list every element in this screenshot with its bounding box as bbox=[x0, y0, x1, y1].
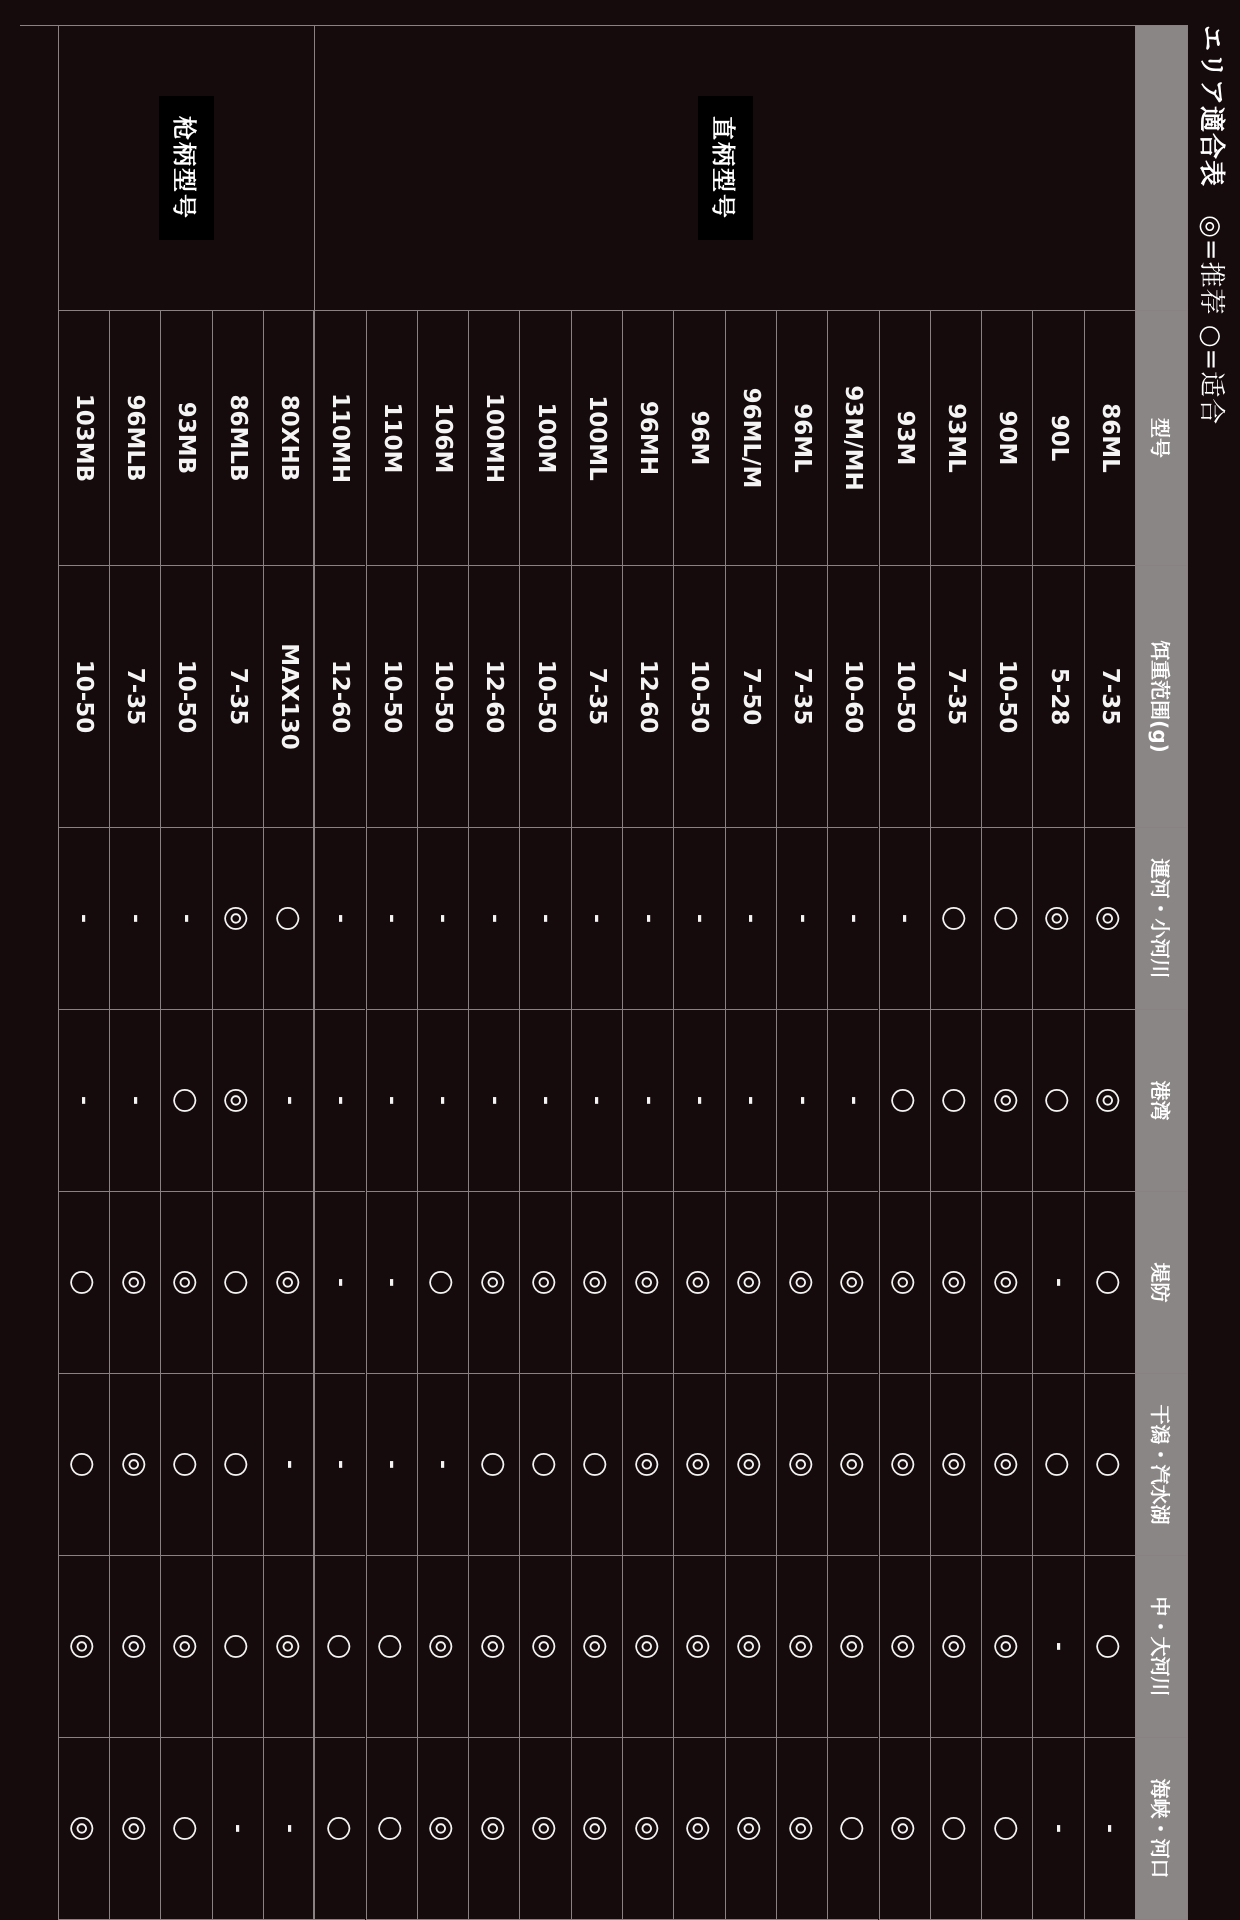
rating-cell: - bbox=[109, 1010, 160, 1192]
rating-cell: ◎ bbox=[827, 1374, 878, 1556]
rating-cell: - bbox=[519, 828, 570, 1010]
rating-cell: ◎ bbox=[725, 1374, 776, 1556]
model-cell: 100M bbox=[519, 311, 570, 566]
range-cell: 10-50 bbox=[519, 566, 570, 828]
rating-cell: ◎ bbox=[827, 1192, 878, 1374]
rating-cell: ◎ bbox=[725, 1556, 776, 1738]
range-cell: 7-35 bbox=[109, 566, 160, 828]
rating-cell: ○ bbox=[212, 1556, 263, 1738]
rating-cell: ◎ bbox=[417, 1556, 468, 1738]
rating-cell: ○ bbox=[1084, 1556, 1135, 1738]
range-cell: 7-35 bbox=[776, 566, 827, 828]
range-cell: 10-50 bbox=[417, 566, 468, 828]
rating-cell: - bbox=[673, 1010, 724, 1192]
model-cell: 80XHB bbox=[263, 311, 314, 566]
rating-cell: ○ bbox=[571, 1374, 622, 1556]
rating-cell: ○ bbox=[314, 1738, 365, 1920]
rating-cell: ◎ bbox=[571, 1556, 622, 1738]
rating-cell: - bbox=[1032, 1738, 1083, 1920]
rating-cell: ◎ bbox=[468, 1192, 519, 1374]
rating-cell: - bbox=[58, 1010, 109, 1192]
rating-cell: ○ bbox=[1032, 1010, 1083, 1192]
rating-cell: ◎ bbox=[58, 1738, 109, 1920]
rating-cell: ○ bbox=[160, 1738, 211, 1920]
compatibility-table bbox=[20, 25, 1188, 1920]
model-cell: 103MB bbox=[58, 311, 109, 566]
range-cell: 7-35 bbox=[1084, 566, 1135, 828]
rating-cell: - bbox=[622, 1010, 673, 1192]
header-area-0: 運河・小河川 bbox=[1135, 828, 1187, 1010]
rating-cell: ◎ bbox=[879, 1556, 930, 1738]
rating-cell: ◎ bbox=[1084, 1010, 1135, 1192]
model-cell: 96ML/M bbox=[725, 311, 776, 566]
rating-cell: ○ bbox=[160, 1374, 211, 1556]
rating-cell: - bbox=[366, 1374, 417, 1556]
header-blank bbox=[1135, 26, 1187, 311]
rating-cell: - bbox=[725, 1010, 776, 1192]
rating-cell: ◎ bbox=[109, 1556, 160, 1738]
range-cell: 12-60 bbox=[468, 566, 519, 828]
rating-cell: ◎ bbox=[673, 1738, 724, 1920]
header-area-2: 堤防 bbox=[1135, 1192, 1187, 1374]
rating-cell: - bbox=[109, 828, 160, 1010]
model-cell: 93M bbox=[879, 311, 930, 566]
model-cell: 90L bbox=[1032, 311, 1083, 566]
rating-cell: ◎ bbox=[981, 1010, 1032, 1192]
rating-cell: ◎ bbox=[468, 1556, 519, 1738]
rating-cell: ○ bbox=[212, 1192, 263, 1374]
model-cell: 96M bbox=[673, 311, 724, 566]
model-cell: 90M bbox=[981, 311, 1032, 566]
range-cell: 7-35 bbox=[571, 566, 622, 828]
model-cell: 110MH bbox=[314, 311, 365, 566]
rating-cell: ◎ bbox=[571, 1192, 622, 1374]
group-label: 枪柄型号 bbox=[159, 96, 214, 240]
rating-cell: - bbox=[519, 1010, 570, 1192]
rating-cell: ◎ bbox=[263, 1192, 314, 1374]
rating-cell: - bbox=[417, 1010, 468, 1192]
rating-cell: ◎ bbox=[160, 1556, 211, 1738]
rating-cell: ○ bbox=[981, 1738, 1032, 1920]
rating-cell: - bbox=[263, 1010, 314, 1192]
rating-cell: ○ bbox=[366, 1556, 417, 1738]
range-cell: 10-50 bbox=[160, 566, 211, 828]
rating-cell: ◎ bbox=[1084, 828, 1135, 1010]
rating-cell: - bbox=[725, 828, 776, 1010]
rating-cell: ◎ bbox=[776, 1738, 827, 1920]
rating-cell: ◎ bbox=[879, 1738, 930, 1920]
range-cell: 12-60 bbox=[622, 566, 673, 828]
rating-cell: ◎ bbox=[930, 1556, 981, 1738]
rating-cell: - bbox=[314, 1010, 365, 1192]
rating-cell: - bbox=[366, 1192, 417, 1374]
rating-cell: ◎ bbox=[622, 1738, 673, 1920]
model-cell: 93ML bbox=[930, 311, 981, 566]
range-cell: 5-28 bbox=[1032, 566, 1083, 828]
rating-cell: - bbox=[263, 1738, 314, 1920]
legend-text: ◎=推荐 ○=适合 bbox=[1196, 215, 1226, 426]
rating-cell: ◎ bbox=[519, 1192, 570, 1374]
rating-cell: - bbox=[263, 1374, 314, 1556]
range-cell: 7-35 bbox=[930, 566, 981, 828]
page-title bbox=[1192, 25, 1232, 425]
model-cell: 100ML bbox=[571, 311, 622, 566]
rating-cell: ◎ bbox=[981, 1192, 1032, 1374]
rating-cell: ◎ bbox=[725, 1192, 776, 1374]
rating-cell: - bbox=[58, 828, 109, 1010]
rating-cell: ◎ bbox=[468, 1738, 519, 1920]
rating-cell: - bbox=[571, 1010, 622, 1192]
rating-cell: ○ bbox=[981, 828, 1032, 1010]
rating-cell: ◎ bbox=[571, 1738, 622, 1920]
rating-cell: ◎ bbox=[519, 1738, 570, 1920]
rating-cell: - bbox=[776, 1010, 827, 1192]
rating-cell: ◎ bbox=[776, 1556, 827, 1738]
range-cell: 10-60 bbox=[827, 566, 878, 828]
rating-cell: ○ bbox=[1084, 1192, 1135, 1374]
rating-cell: - bbox=[622, 828, 673, 1010]
rating-cell: - bbox=[1032, 1556, 1083, 1738]
rating-cell: ◎ bbox=[212, 828, 263, 1010]
rating-cell: - bbox=[1084, 1738, 1135, 1920]
rating-cell: - bbox=[673, 828, 724, 1010]
header-area-5: 海峡・河口 bbox=[1135, 1738, 1187, 1920]
header-lure-range: 饵重范围(g) bbox=[1135, 566, 1187, 828]
rating-cell: - bbox=[879, 828, 930, 1010]
rating-cell: ○ bbox=[1032, 1374, 1083, 1556]
model-cell: 100MH bbox=[468, 311, 519, 566]
rating-cell: - bbox=[212, 1738, 263, 1920]
rating-cell: ◎ bbox=[981, 1374, 1032, 1556]
rating-cell: ◎ bbox=[212, 1010, 263, 1192]
rating-cell: - bbox=[1032, 1192, 1083, 1374]
rating-cell: ◎ bbox=[109, 1374, 160, 1556]
rating-cell: ◎ bbox=[930, 1192, 981, 1374]
group-label: 直柄型号 bbox=[698, 96, 753, 240]
rating-cell: ◎ bbox=[1032, 828, 1083, 1010]
model-cell: 96MLB bbox=[109, 311, 160, 566]
range-cell: 12-60 bbox=[314, 566, 365, 828]
model-cell: 106M bbox=[417, 311, 468, 566]
rating-cell: ○ bbox=[58, 1192, 109, 1374]
range-cell: 10-50 bbox=[673, 566, 724, 828]
rating-cell: - bbox=[571, 828, 622, 1010]
rating-cell: ○ bbox=[366, 1738, 417, 1920]
header-area-1: 港湾 bbox=[1135, 1010, 1187, 1192]
rating-cell: ○ bbox=[263, 828, 314, 1010]
range-cell: 10-50 bbox=[879, 566, 930, 828]
rating-cell: - bbox=[468, 1010, 519, 1192]
rating-cell: - bbox=[468, 828, 519, 1010]
rating-cell: ◎ bbox=[58, 1556, 109, 1738]
model-cell: 93M/MH bbox=[827, 311, 878, 566]
rating-cell: ○ bbox=[827, 1738, 878, 1920]
title-text: エリア適合表 bbox=[1196, 25, 1226, 188]
rating-cell: ○ bbox=[930, 1010, 981, 1192]
rating-cell: ◎ bbox=[776, 1192, 827, 1374]
rating-cell: ○ bbox=[58, 1374, 109, 1556]
rating-cell: ◎ bbox=[519, 1556, 570, 1738]
rating-cell: - bbox=[314, 1192, 365, 1374]
rating-cell: ◎ bbox=[622, 1374, 673, 1556]
range-cell: 7-35 bbox=[212, 566, 263, 828]
rating-cell: ◎ bbox=[725, 1738, 776, 1920]
rating-cell: ○ bbox=[930, 828, 981, 1010]
rating-cell: - bbox=[776, 828, 827, 1010]
rating-cell: ○ bbox=[519, 1374, 570, 1556]
rating-cell: - bbox=[417, 828, 468, 1010]
rating-cell: ◎ bbox=[622, 1192, 673, 1374]
range-cell: 10-50 bbox=[58, 566, 109, 828]
model-cell: 86ML bbox=[1084, 311, 1135, 566]
model-cell: 96ML bbox=[776, 311, 827, 566]
rating-cell: ◎ bbox=[673, 1556, 724, 1738]
rating-cell: ○ bbox=[314, 1556, 365, 1738]
group-cell-1 bbox=[58, 26, 315, 311]
model-cell: 86MLB bbox=[212, 311, 263, 566]
rating-cell: ○ bbox=[417, 1192, 468, 1374]
rating-cell: ◎ bbox=[673, 1192, 724, 1374]
rating-cell: ◎ bbox=[160, 1192, 211, 1374]
model-cell: 93MB bbox=[160, 311, 211, 566]
rating-cell: ○ bbox=[468, 1374, 519, 1556]
header-model: 型号 bbox=[1135, 311, 1187, 566]
rating-cell: - bbox=[417, 1374, 468, 1556]
rating-cell: - bbox=[827, 1010, 878, 1192]
range-cell: 10-50 bbox=[366, 566, 417, 828]
rating-cell: ○ bbox=[160, 1010, 211, 1192]
rating-cell: - bbox=[314, 1374, 365, 1556]
rating-cell: ◎ bbox=[622, 1556, 673, 1738]
rating-cell: ○ bbox=[879, 1010, 930, 1192]
rating-cell: ◎ bbox=[981, 1556, 1032, 1738]
model-cell: 96MH bbox=[622, 311, 673, 566]
rating-cell: ◎ bbox=[109, 1738, 160, 1920]
range-cell: 10-50 bbox=[981, 566, 1032, 828]
rating-cell: ○ bbox=[930, 1738, 981, 1920]
rating-cell: ◎ bbox=[776, 1374, 827, 1556]
range-cell: MAX130 bbox=[263, 566, 314, 828]
rating-cell: - bbox=[160, 828, 211, 1010]
rating-cell: ◎ bbox=[879, 1192, 930, 1374]
rating-cell: - bbox=[314, 828, 365, 1010]
rating-cell: ◎ bbox=[673, 1374, 724, 1556]
model-cell: 110M bbox=[366, 311, 417, 566]
rating-cell: ◎ bbox=[827, 1556, 878, 1738]
rating-cell: ○ bbox=[212, 1374, 263, 1556]
rating-cell: ◎ bbox=[263, 1556, 314, 1738]
rating-cell: - bbox=[366, 1010, 417, 1192]
rating-cell: - bbox=[366, 828, 417, 1010]
group-cell-0 bbox=[314, 26, 1135, 311]
range-cell: 7-50 bbox=[725, 566, 776, 828]
rating-cell: - bbox=[827, 828, 878, 1010]
header-area-3: 干潟・汽水湖 bbox=[1135, 1374, 1187, 1556]
rating-cell: ◎ bbox=[879, 1374, 930, 1556]
rating-cell: ◎ bbox=[109, 1192, 160, 1374]
header-area-4: 中・大河川 bbox=[1135, 1556, 1187, 1738]
rating-cell: ○ bbox=[1084, 1374, 1135, 1556]
rating-cell: ◎ bbox=[930, 1374, 981, 1556]
rating-cell: ◎ bbox=[417, 1738, 468, 1920]
